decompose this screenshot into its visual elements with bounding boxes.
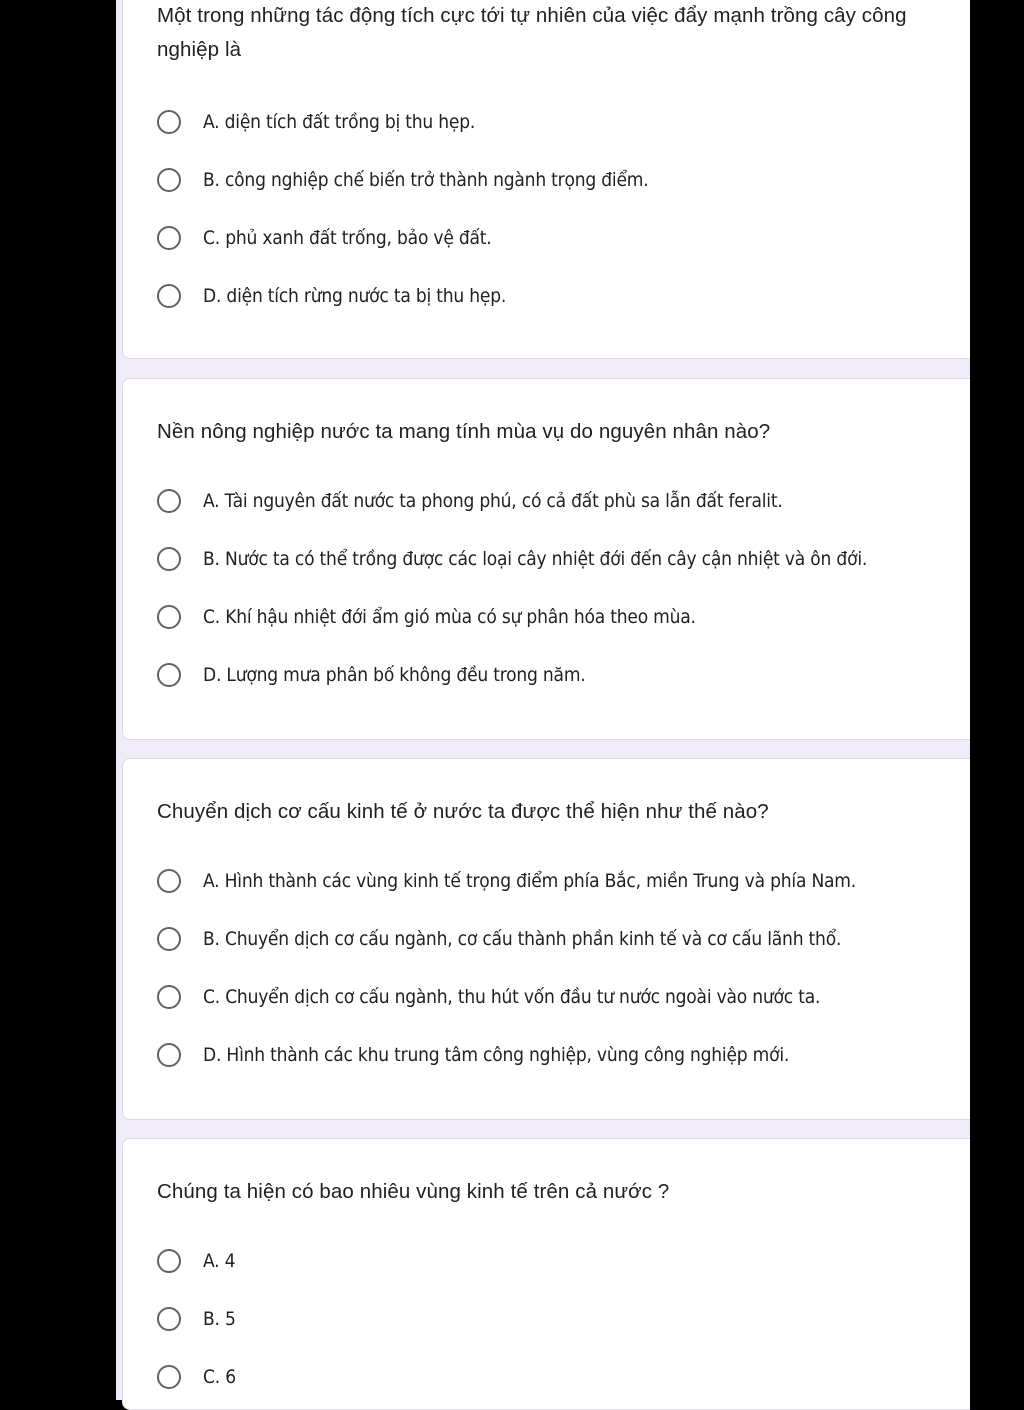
option-a[interactable] [157,866,856,896]
radio-button-icon[interactable] [157,1307,181,1331]
question-card-3 [122,758,970,1120]
option-a[interactable] [157,1246,235,1276]
question-card-1 [122,0,970,359]
option-label: B. 5 [203,1308,236,1330]
option-a[interactable] [157,107,475,137]
question-text: Chúng ta hiện có bao nhiêu vùng kinh tế trên cả nước ? [157,1180,670,1203]
option-b[interactable] [157,1304,236,1334]
question-card-2 [122,378,970,740]
radio-button-icon[interactable] [157,168,181,192]
option-b[interactable] [157,165,648,195]
option-label: A. diện tích đất trồng bị thu hẹp. [203,111,476,133]
radio-button-icon[interactable] [157,1365,181,1389]
option-label: D. diện tích rừng nước ta bị thu hẹp. [203,285,507,307]
option-label: A. 4 [203,1250,236,1272]
radio-button-icon[interactable] [157,1249,181,1273]
option-d[interactable] [157,1040,789,1070]
radio-button-icon[interactable] [157,605,181,629]
option-label: C. 6 [203,1366,236,1388]
option-b[interactable] [157,924,841,954]
radio-button-icon[interactable] [157,869,181,893]
option-label: B. công nghiệp chế biến trở thành ngành trọng điểm. [203,169,649,191]
radio-button-icon[interactable] [157,663,181,687]
radio-button-icon[interactable] [157,547,181,571]
radio-button-icon[interactable] [157,284,181,308]
option-c[interactable] [157,223,492,253]
question-text: Nền nông nghiệp nước ta mang tính mùa vụ do nguyên nhân nào? [157,420,771,443]
option-d[interactable] [157,660,586,690]
radio-button-icon[interactable] [157,927,181,951]
option-c[interactable] [157,982,820,1012]
radio-button-icon[interactable] [157,489,181,513]
question-card-4 [122,1138,970,1410]
option-b[interactable] [157,544,867,574]
option-label: D. Hình thành các khu trung tâm công nghiệp, vùng công nghiệp mới. [203,1044,790,1066]
radio-button-icon[interactable] [157,1043,181,1067]
radio-button-icon[interactable] [157,110,181,134]
radio-button-icon[interactable] [157,985,181,1009]
option-a[interactable] [157,486,783,516]
option-label: C. phủ xanh đất trống, bảo vệ đất. [203,227,492,249]
option-label: A. Hình thành các vùng kinh tế trọng điểm phía Bắc, miền Trung và phía Nam. [203,870,856,892]
question-text: Một trong những tác động tích cực tới tự nhiên của việc đẩy mạnh trồng cây công nghiệp là [157,4,907,61]
option-label: A. Tài nguyên đất nước ta phong phú, có cả đất phù sa lẫn đất feralit. [203,490,783,512]
option-label: C. Chuyển dịch cơ cấu ngành, thu hút vốn đầu tư nước ngoài vào nước ta. [203,986,821,1008]
option-label: D. Lượng mưa phân bố không đều trong năm. [203,664,586,686]
option-label: B. Nước ta có thể trồng được các loại cây nhiệt đới đến cây cận nhiệt và ôn đới. [203,548,868,570]
option-d[interactable] [157,281,506,311]
option-c[interactable] [157,1362,236,1392]
option-c[interactable] [157,602,696,632]
question-text: Chuyển dịch cơ cấu kinh tế ở nước ta được thể hiện như thế nào? [157,800,769,823]
option-label: B. Chuyển dịch cơ cấu ngành, cơ cấu thành phần kinh tế và cơ cấu lãnh thổ. [203,928,842,950]
option-label: C. Khí hậu nhiệt đới ẩm gió mùa có sự phân hóa theo mùa. [203,606,696,628]
radio-button-icon[interactable] [157,226,181,250]
